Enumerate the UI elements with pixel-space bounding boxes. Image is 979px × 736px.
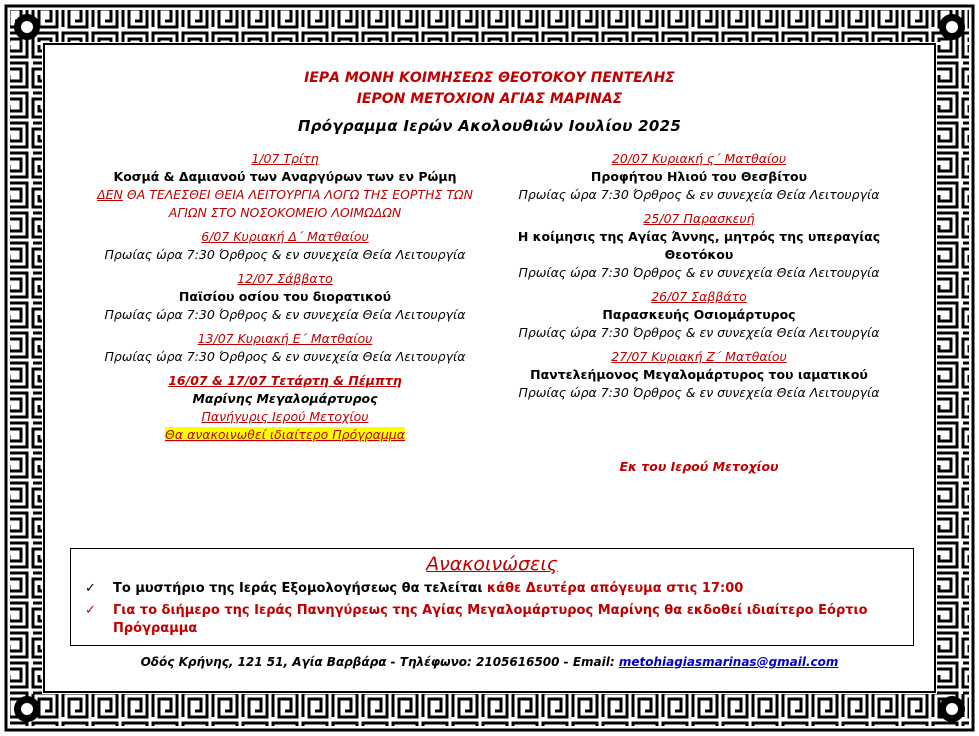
event-title: Προφήτου Ηλιού του Θεσβίτου (590, 169, 808, 184)
event-schedule: Πρωίας ώρα 7:30 Όρθρος & εν συνεχεία Θεία Λειτουργία (518, 187, 880, 202)
event-26-07 (494, 288, 904, 342)
event-schedule: Πρωίας ώρα 7:30 Όρθρος & εν συνεχεία Θεία Λειτουργία (518, 265, 880, 280)
event-schedule: Πρωίας ώρα 7:30 Όρθρος & εν συνεχεία Θεία Λειτουργία (104, 307, 466, 322)
announcement-text: Για το διήμερο της Ιεράς Πανηγύρεως της Αγίας Μεγαλομάρτυρος Μαρίνης θα εκδοθεί ιδιαίτερο Εόρτιο Πρόγραμμα (113, 603, 868, 636)
email-link[interactable]: metohiagiasmarinas@gmail.com (618, 655, 839, 669)
event-13-07 (80, 330, 490, 366)
schedule-right-column (494, 150, 904, 402)
checkmark-icon: ✓ (85, 603, 96, 618)
event-date: 1/07 Τρίτη (251, 151, 319, 166)
event-date: 26/07 Σαββάτο (651, 289, 747, 304)
event-notice (80, 186, 490, 222)
event-20-07 (494, 150, 904, 204)
announcements-box (70, 548, 914, 646)
event-1-07 (80, 150, 490, 222)
announcement-item (85, 602, 900, 638)
checkmark-icon: ✓ (85, 581, 96, 596)
announcement-item (85, 580, 900, 598)
event-27-07 (494, 348, 904, 402)
event-title: Η κοίμησις της Αγίας Άννης, μητρός της υπεραγίας Θεοτόκου (517, 229, 881, 262)
event-schedule: Πρωίας ώρα 7:30 Όρθρος & εν συνεχεία Θεία Λειτουργία (104, 247, 466, 262)
announcements-title: Ανακοινώσεις (426, 553, 558, 575)
event-schedule: Πρωίας ώρα 7:30 Όρθρος & εν συνεχεία Θεία Λειτουργία (518, 385, 880, 400)
monastery-title: ΙΕΡΑ ΜΟΝΗ ΚΟΙΜΗΣΕΩΣ ΘΕΟΤΟΚΟΥ ΠΕΝΤΕΛΗΣ (304, 70, 675, 86)
event-25-07 (494, 210, 904, 282)
panigyris-label: Πανήγυρις Ιερού Μετοχίου (201, 409, 369, 424)
address-text: Οδός Κρήνης, 121 51, Αγία Βαρβάρα - Τηλέφωνο: 2105616500 - Email: (140, 655, 619, 669)
event-title: Μαρίνης Μεγαλομάρτυρος (192, 391, 378, 406)
highlighted-program-notice: Θα ανακοινωθεί ιδιαίτερο Πρόγραμμα (165, 427, 405, 442)
event-date: 6/07 Κυριακή Δ΄ Ματθαίου (201, 229, 369, 244)
event-title: Κοσμά & Δαμιανού των Αναργύρων των εν Ρώμη (113, 169, 457, 184)
event-schedule: Πρωίας ώρα 7:30 Όρθρος & εν συνεχεία Θεία Λειτουργία (518, 325, 880, 340)
event-6-07 (80, 228, 490, 264)
metochion-title: ΙΕΡΟΝ ΜΕΤΟΧΙΟΝ ΑΓΙΑΣ ΜΑΡΙΝΑΣ (356, 91, 623, 107)
event-date: 12/07 Σάββατο (237, 271, 333, 286)
event-date: 20/07 Κυριακή ς΄ Ματθαίου (611, 151, 787, 166)
event-16-17-07 (80, 372, 490, 444)
event-date: 13/07 Κυριακή Ε΄ Ματθαίου (197, 331, 373, 346)
notice-emphasis: ΔΕΝ (97, 187, 123, 202)
schedule-title: Πρόγραμμα Ιερών Ακολουθιών Ιουλίου 2025 (297, 117, 682, 135)
contact-footer (0, 655, 979, 669)
notice-text: ΘΑ ΤΕΛΕΣΘΕΙ ΘΕΙΑ ΛΕΙΤΟΥΡΓΙΑ ΛΟΓΩ ΤΗΣ ΕΟΡΤΗΣ ΤΩΝ ΑΓΙΩΝ ΣΤΟ ΝΟΣΟΚΟΜΕΙΟ ΛΟΙΜΩΔΩΝ (122, 187, 473, 220)
event-schedule: Πρωίας ώρα 7:30 Όρθρος & εν συνεχεία Θεία Λειτουργία (104, 349, 466, 364)
event-title: Παϊσίου οσίου του διορατικού (178, 289, 392, 304)
event-date: 27/07 Κυριακή Ζ΄ Ματθαίου (611, 349, 787, 364)
event-12-07 (80, 270, 490, 324)
announcement-time: κάθε Δευτέρα απόγευμα στις 17:00 (486, 581, 744, 596)
event-date: 25/07 Παρασκευή (643, 211, 755, 226)
event-title: Παρασκευής Οσιομάρτυρος (602, 307, 796, 322)
event-date: 16/07 & 17/07 Τετάρτη & Πέμπτη (168, 373, 402, 388)
program-notice (80, 426, 490, 444)
signature: Εκ του Ιερού Μετοχίου (619, 459, 779, 474)
event-title: Παντελεήμονος Μεγαλομάρτυρος του ιαματικού (530, 367, 868, 382)
announcement-text: Το μυστήριο της Ιεράς Εξομολογήσεως θα τελείται (113, 581, 487, 596)
schedule-left-column (80, 150, 490, 444)
